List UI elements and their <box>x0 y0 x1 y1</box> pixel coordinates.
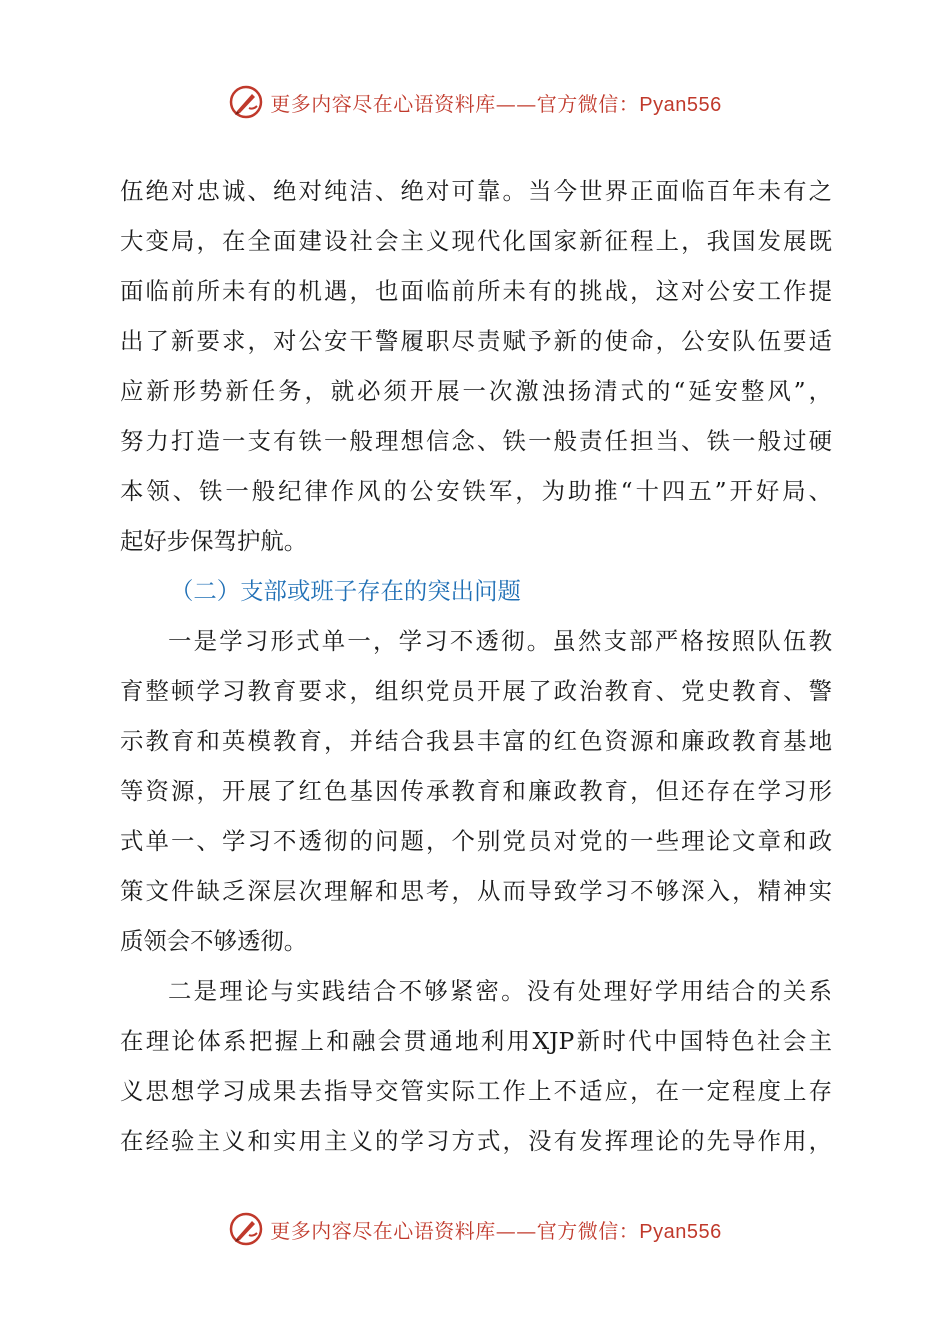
banner-main-text: 更多内容尽在心语资料库 <box>270 91 496 116</box>
text-line: 策文件缺乏深层次理解和思考，从而导致学习不够深入，精神实 <box>120 877 832 905</box>
section-heading: （二）支部或班子存在的突出问题 <box>170 577 521 605</box>
banner-dash: —— <box>495 91 537 116</box>
text-line: 式单一、学习不透彻的问题，个别党员对党的一些理论文章和政 <box>120 827 832 855</box>
text-line: 应新形势新任务，就必须开展一次激浊扬清式的“延安整风”， <box>120 377 832 405</box>
text-line: 等资源，开展了红色基因传承教育和廉政教育，但还存在学习形 <box>120 777 832 805</box>
text-line: 伍绝对忠诚、绝对纯洁、绝对可靠。当今世界正面临百年未有之 <box>120 177 832 205</box>
text-line: 努力打造一支有铁一般理想信念、铁一般责任担当、铁一般过硬 <box>120 427 832 455</box>
banner-wechat-label: 官方微信： <box>536 1218 640 1243</box>
text-line: 示教育和英模教育，并结合我县丰富的红色资源和廉政教育基地 <box>120 727 832 755</box>
banner-text <box>270 88 721 117</box>
text-line: 本领、铁一般纪律作风的公安铁军，为助推“十四五”开好局、 <box>120 477 832 505</box>
footer-banner <box>0 1209 950 1249</box>
text-line: 出了新要求，对公安干警履职尽责赋予新的使命，公安队伍要适 <box>120 327 832 355</box>
text-line: 大变局，在全面建设社会主义现代化国家新征程上，我国发展既 <box>120 227 832 255</box>
text-line: 在经验主义和实用主义的学习方式，没有发挥理论的先导作用， <box>120 1127 832 1155</box>
banner-wechat-id: Pyan556 <box>639 93 722 116</box>
text-line: 育整顿学习教育要求，组织党员开展了政治教育、党史教育、警 <box>120 677 832 705</box>
banner-dash: —— <box>495 1218 537 1243</box>
text-line: 二是理论与实践结合不够紧密。没有处理好学用结合的关系 <box>168 977 832 1005</box>
text-line: 一是学习形式单一，学习不透彻。虽然支部严格按照队伍教 <box>168 627 832 655</box>
text-line: 面临前所未有的机遇，也面临前所未有的挑战，这对公安工作提 <box>120 277 832 305</box>
header-banner <box>0 82 950 122</box>
text-line: 质领会不够透彻。 <box>120 927 308 955</box>
pen-logo-icon <box>228 84 264 120</box>
banner-text <box>270 1215 721 1244</box>
text-line: 在理论体系把握上和融会贯通地利用XJP新时代中国特色社会主 <box>120 1027 832 1055</box>
document-body <box>120 166 832 1166</box>
banner-wechat-id: Pyan556 <box>639 1220 722 1243</box>
text-line: 义思想学习成果去指导交管实际工作上不适应，在一定程度上存 <box>120 1077 832 1105</box>
banner-main-text: 更多内容尽在心语资料库 <box>270 1218 496 1243</box>
pen-logo-icon <box>228 1211 264 1247</box>
banner-wechat-label: 官方微信： <box>536 91 640 116</box>
text-line: 起好步保驾护航。 <box>120 527 308 555</box>
